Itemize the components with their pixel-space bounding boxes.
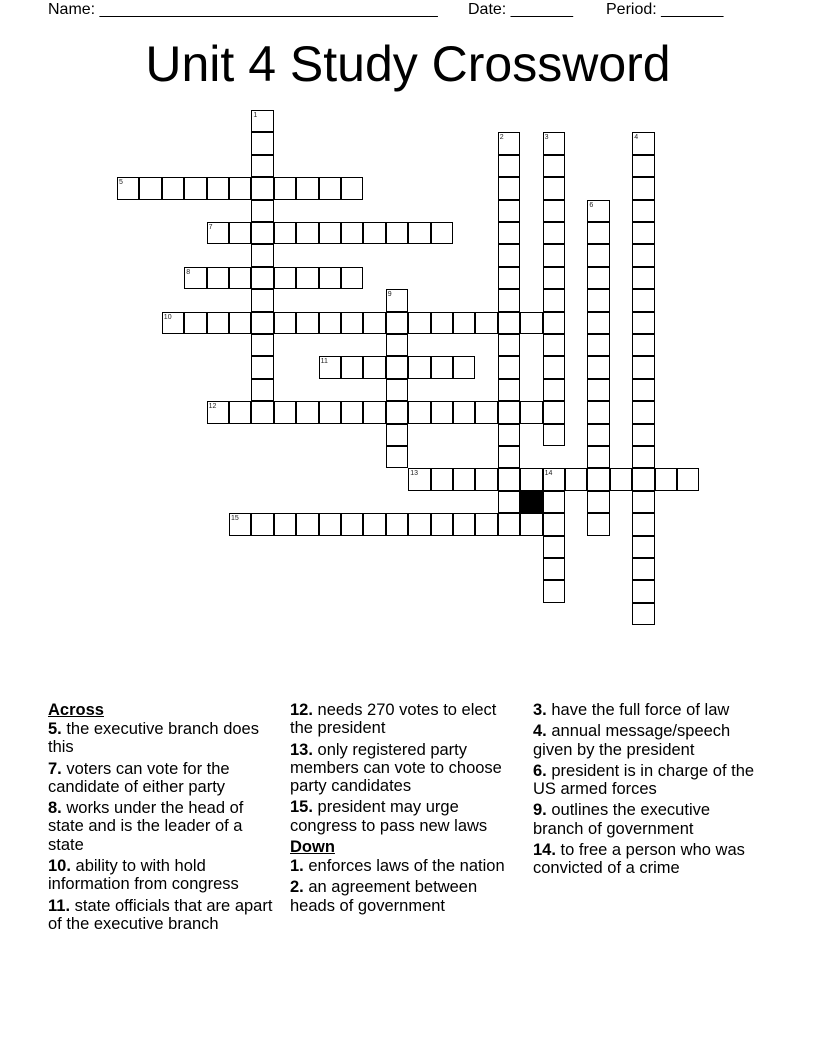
grid-cell[interactable] [498, 267, 520, 289]
clue-item [290, 798, 522, 835]
clue-item [533, 722, 755, 759]
clue-text: only registered party members can vote to choose party candidates [290, 740, 502, 796]
grid-cell[interactable] [498, 334, 520, 356]
grid-cell[interactable] [251, 401, 273, 423]
grid-cell[interactable] [543, 513, 565, 535]
grid-cell[interactable] [319, 401, 341, 423]
grid-cell[interactable] [363, 513, 385, 535]
grid-cell[interactable] [162, 177, 184, 199]
grid-cell[interactable] [543, 536, 565, 558]
clue-number: 6. [533, 761, 547, 780]
grid-cell[interactable] [229, 401, 251, 423]
clue-item [533, 762, 755, 799]
grid-cell[interactable] [632, 536, 654, 558]
clue-number: 4. [533, 722, 547, 741]
clue-number: 14. [533, 841, 556, 860]
grid-cell[interactable] [207, 312, 229, 334]
grid-cell[interactable] [251, 200, 273, 222]
grid-cell[interactable] [453, 312, 475, 334]
clue-number: 5 [119, 179, 123, 187]
clue-item [48, 857, 273, 894]
grid-cell[interactable] [251, 110, 273, 132]
grid-cell[interactable] [363, 401, 385, 423]
grid-cell[interactable] [319, 356, 341, 378]
clue-column-1 [48, 701, 273, 936]
grid-cell[interactable] [341, 513, 363, 535]
grid-cell[interactable] [229, 312, 251, 334]
clue-item [48, 760, 273, 797]
grid-cell[interactable] [632, 424, 654, 446]
grid-cell[interactable] [251, 177, 273, 199]
grid-cell[interactable] [431, 312, 453, 334]
grid-cell[interactable] [139, 177, 161, 199]
grid-cell[interactable] [319, 222, 341, 244]
grid-cell[interactable] [498, 513, 520, 535]
clue-text: to free a person who was convicted of a crime [533, 841, 745, 878]
grid-cell[interactable] [341, 401, 363, 423]
grid-cell[interactable] [431, 222, 453, 244]
clue-item [48, 897, 273, 934]
grid-cell[interactable] [587, 267, 609, 289]
grid-cell[interactable] [386, 513, 408, 535]
clue-number: 7 [208, 224, 213, 231]
grid-cell[interactable] [632, 580, 654, 602]
grid-cell[interactable] [587, 491, 609, 513]
grid-cell[interactable] [431, 513, 453, 535]
grid-cell[interactable] [341, 356, 363, 378]
clue-number: 8 [186, 268, 191, 276]
grid-cell[interactable] [274, 222, 296, 244]
grid-cell[interactable] [475, 468, 497, 490]
clue-text: state officials that are apart of the executive branch [48, 896, 273, 933]
grid-cell[interactable] [251, 379, 273, 401]
grid-cell[interactable] [543, 558, 565, 580]
grid-cell[interactable] [587, 356, 609, 378]
grid-cell[interactable] [632, 446, 654, 468]
grid-cell[interactable] [251, 356, 273, 378]
clue-number: 14 [544, 470, 553, 478]
grid-cell[interactable] [207, 267, 229, 289]
grid-cell[interactable] [408, 401, 430, 423]
grid-cell[interactable] [632, 267, 654, 289]
clue-column-3 [533, 701, 755, 881]
clue-number: 2 [499, 134, 504, 142]
grid-cell[interactable] [341, 222, 363, 244]
clue-text: voters can vote for the candidate of either party [48, 759, 230, 796]
grid-cell[interactable] [184, 267, 206, 289]
grid-cell[interactable] [632, 491, 654, 513]
clue-item [48, 720, 273, 757]
grid-cell[interactable] [632, 401, 654, 423]
grid-cell[interactable] [543, 222, 565, 244]
grid-cell[interactable] [274, 401, 296, 423]
grid-cell[interactable] [251, 513, 273, 535]
grid-cell[interactable] [498, 468, 520, 490]
grid-cell[interactable] [498, 379, 520, 401]
clue-number: 10 [163, 313, 172, 321]
grid-cell[interactable] [610, 468, 632, 490]
grid-cell[interactable] [453, 468, 475, 490]
grid-cell[interactable] [207, 401, 229, 423]
clue-text: an agreement between heads of government [290, 878, 478, 915]
clue-text: have the full force of law [546, 701, 730, 719]
grid-cell[interactable] [543, 155, 565, 177]
clue-number: 5. [48, 720, 62, 738]
grid-cell[interactable] [363, 312, 385, 334]
grid-cell[interactable] [543, 312, 565, 334]
clue-number: 10. [48, 857, 71, 876]
clue-number: 8. [48, 799, 62, 818]
grid-cell[interactable] [251, 244, 273, 266]
grid-cell[interactable] [587, 446, 609, 468]
grid-cell[interactable] [184, 177, 206, 199]
grid-cell[interactable] [229, 267, 251, 289]
grid-cell[interactable] [408, 468, 430, 490]
clue-item [290, 878, 522, 915]
clue-item [290, 741, 522, 796]
grid-cell[interactable] [363, 356, 385, 378]
grid-cell[interactable] [587, 424, 609, 446]
grid-cell[interactable] [543, 200, 565, 222]
clue-number: 1 [253, 112, 258, 119]
clue-item [533, 841, 755, 878]
grid-cell[interactable] [319, 267, 341, 289]
grid-cell[interactable] [386, 356, 408, 378]
clue-number: 9 [387, 291, 392, 299]
grid-cell[interactable] [319, 177, 341, 199]
grid-cell[interactable] [520, 401, 542, 423]
grid-cell[interactable] [296, 177, 318, 199]
clue-text: works under the head of state and is the leader of a state [48, 799, 244, 854]
grid-cell[interactable] [543, 334, 565, 356]
clue-text: annual message/speech given by the president [533, 722, 731, 759]
grid-cell[interactable] [117, 177, 139, 199]
grid-cell[interactable] [251, 132, 273, 154]
grid-cell[interactable] [543, 401, 565, 423]
grid-cell[interactable] [431, 356, 453, 378]
grid-cell[interactable] [520, 513, 542, 535]
grid-cell[interactable] [207, 222, 229, 244]
grid-cell[interactable] [543, 289, 565, 311]
clue-text: president may urge congress to pass new laws [290, 798, 488, 835]
clue-number: 13. [290, 740, 313, 759]
grid-cell[interactable] [296, 401, 318, 423]
grid-cell[interactable] [251, 289, 273, 311]
blocked-cell [520, 491, 542, 513]
grid-cell[interactable] [655, 468, 677, 490]
clue-number: 12. [290, 701, 313, 719]
grid-cell[interactable] [632, 356, 654, 378]
grid-cell[interactable] [498, 200, 520, 222]
clue-number: 11. [48, 896, 71, 915]
grid-cell[interactable] [632, 155, 654, 177]
grid-cell[interactable] [632, 558, 654, 580]
clue-text: outlines the executive branch of government [533, 801, 711, 838]
grid-cell[interactable] [632, 132, 654, 154]
grid-cell[interactable] [587, 379, 609, 401]
grid-cell[interactable] [408, 513, 430, 535]
clue-text: president is in charge of the US armed forces [533, 761, 755, 799]
grid-cell[interactable] [453, 513, 475, 535]
grid-cell[interactable] [632, 222, 654, 244]
grid-cell[interactable] [543, 379, 565, 401]
clue-item [48, 799, 273, 854]
clue-number: 13 [410, 470, 418, 478]
grid-cell[interactable] [587, 513, 609, 535]
grid-cell[interactable] [498, 155, 520, 177]
grid-cell[interactable] [498, 289, 520, 311]
grid-cell[interactable] [319, 312, 341, 334]
grid-cell[interactable] [386, 379, 408, 401]
grid-cell[interactable] [386, 446, 408, 468]
grid-cell[interactable] [341, 312, 363, 334]
clue-text: enforces laws of the nation [303, 857, 505, 876]
grid-cell[interactable] [498, 401, 520, 423]
grid-cell[interactable] [274, 177, 296, 199]
clue-number: 3. [533, 701, 547, 719]
grid-cell[interactable] [386, 222, 408, 244]
date-field[interactable]: Date: _______ [468, 1, 573, 18]
grid-cell[interactable] [184, 312, 206, 334]
grid-cell[interactable] [251, 267, 273, 289]
grid-cell[interactable] [207, 177, 229, 199]
grid-cell[interactable] [632, 513, 654, 535]
grid-cell[interactable] [677, 468, 699, 490]
grid-cell[interactable] [162, 312, 184, 334]
grid-cell[interactable] [632, 603, 654, 625]
grid-cell[interactable] [632, 379, 654, 401]
grid-cell[interactable] [341, 267, 363, 289]
clue-item [290, 857, 522, 875]
grid-cell[interactable] [498, 356, 520, 378]
grid-cell[interactable] [386, 401, 408, 423]
grid-cell[interactable] [498, 244, 520, 266]
clue-item [533, 801, 755, 838]
grid-cell[interactable] [632, 312, 654, 334]
clue-number: 11 [320, 358, 328, 366]
grid-cell[interactable] [632, 468, 654, 490]
grid-cell[interactable] [498, 491, 520, 513]
clue-number: 12 [208, 403, 217, 411]
grid-cell[interactable] [274, 267, 296, 289]
page-title: Unit 4 Study Crossword [145, 36, 671, 92]
grid-cell[interactable] [632, 200, 654, 222]
grid-cell[interactable] [363, 222, 385, 244]
grid-cell[interactable] [520, 468, 542, 490]
grid-cell[interactable] [587, 401, 609, 423]
grid-cell[interactable] [587, 289, 609, 311]
clue-number: 7. [48, 759, 62, 778]
clue-item [533, 701, 755, 719]
grid-cell[interactable] [587, 312, 609, 334]
clue-text: needs 270 votes to elect the president [290, 701, 497, 738]
grid-cell[interactable] [229, 222, 251, 244]
grid-cell[interactable] [408, 356, 430, 378]
grid-cell[interactable] [431, 401, 453, 423]
grid-cell[interactable] [475, 401, 497, 423]
grid-cell[interactable] [274, 312, 296, 334]
grid-cell[interactable] [587, 244, 609, 266]
grid-cell[interactable] [475, 312, 497, 334]
grid-cell[interactable] [498, 424, 520, 446]
grid-cell[interactable] [498, 446, 520, 468]
grid-cell[interactable] [632, 334, 654, 356]
grid-cell[interactable] [587, 468, 609, 490]
grid-cell[interactable] [319, 513, 341, 535]
grid-cell[interactable] [498, 222, 520, 244]
grid-cell[interactable] [632, 289, 654, 311]
grid-cell[interactable] [543, 491, 565, 513]
grid-cell[interactable] [543, 177, 565, 199]
grid-cell[interactable] [453, 401, 475, 423]
grid-cell[interactable] [251, 312, 273, 334]
clue-number: 1. [290, 857, 304, 876]
grid-cell[interactable] [296, 513, 318, 535]
grid-cell[interactable] [386, 334, 408, 356]
grid-cell[interactable] [475, 513, 497, 535]
grid-cell[interactable] [520, 312, 542, 334]
grid-cell[interactable] [386, 289, 408, 311]
grid-cell[interactable] [386, 312, 408, 334]
clue-number: 2. [290, 878, 304, 897]
grid-cell[interactable] [296, 267, 318, 289]
grid-cell[interactable] [543, 356, 565, 378]
grid-cell[interactable] [543, 424, 565, 446]
grid-cell[interactable] [251, 334, 273, 356]
grid-cell[interactable] [587, 222, 609, 244]
grid-cell[interactable] [274, 513, 296, 535]
clue-number: 9. [533, 801, 547, 820]
grid-cell[interactable] [498, 312, 520, 334]
grid-cell[interactable] [543, 468, 565, 490]
grid-cell[interactable] [543, 244, 565, 266]
grid-cell[interactable] [587, 200, 609, 222]
clue-number: 3 [544, 134, 549, 142]
name-field[interactable]: Name: ______________________________________ [48, 1, 438, 18]
across-heading: Across [48, 701, 104, 719]
period-field[interactable]: Period: _______ [606, 1, 724, 18]
grid-cell[interactable] [632, 244, 654, 266]
clue-number: 4 [634, 134, 639, 142]
grid-cell[interactable] [229, 513, 251, 535]
grid-cell[interactable] [386, 424, 408, 446]
grid-cell[interactable] [498, 177, 520, 199]
grid-cell[interactable] [587, 334, 609, 356]
clue-number: 15 [231, 515, 239, 523]
grid-cell[interactable] [565, 468, 587, 490]
grid-cell[interactable] [543, 267, 565, 289]
clue-column-2 [290, 701, 522, 918]
grid-cell[interactable] [453, 356, 475, 378]
clue-number: 15. [290, 798, 313, 817]
grid-cell[interactable] [251, 155, 273, 177]
grid-cell[interactable] [498, 132, 520, 154]
clue-number: 6 [589, 201, 594, 209]
grid-cell[interactable] [408, 312, 430, 334]
grid-cell[interactable] [431, 468, 453, 490]
grid-cell[interactable] [341, 177, 363, 199]
clue-item [290, 701, 522, 738]
grid-cell[interactable] [251, 222, 273, 244]
clue-text: the executive branch does this [48, 720, 259, 757]
down-heading: Down [290, 838, 335, 857]
grid-cell[interactable] [296, 312, 318, 334]
grid-cell[interactable] [632, 177, 654, 199]
grid-cell[interactable] [229, 177, 251, 199]
grid-cell[interactable] [543, 580, 565, 602]
clue-text: ability to with hold information from congress [48, 857, 239, 894]
grid-cell[interactable] [408, 222, 430, 244]
grid-cell[interactable] [296, 222, 318, 244]
grid-cell[interactable] [543, 132, 565, 154]
